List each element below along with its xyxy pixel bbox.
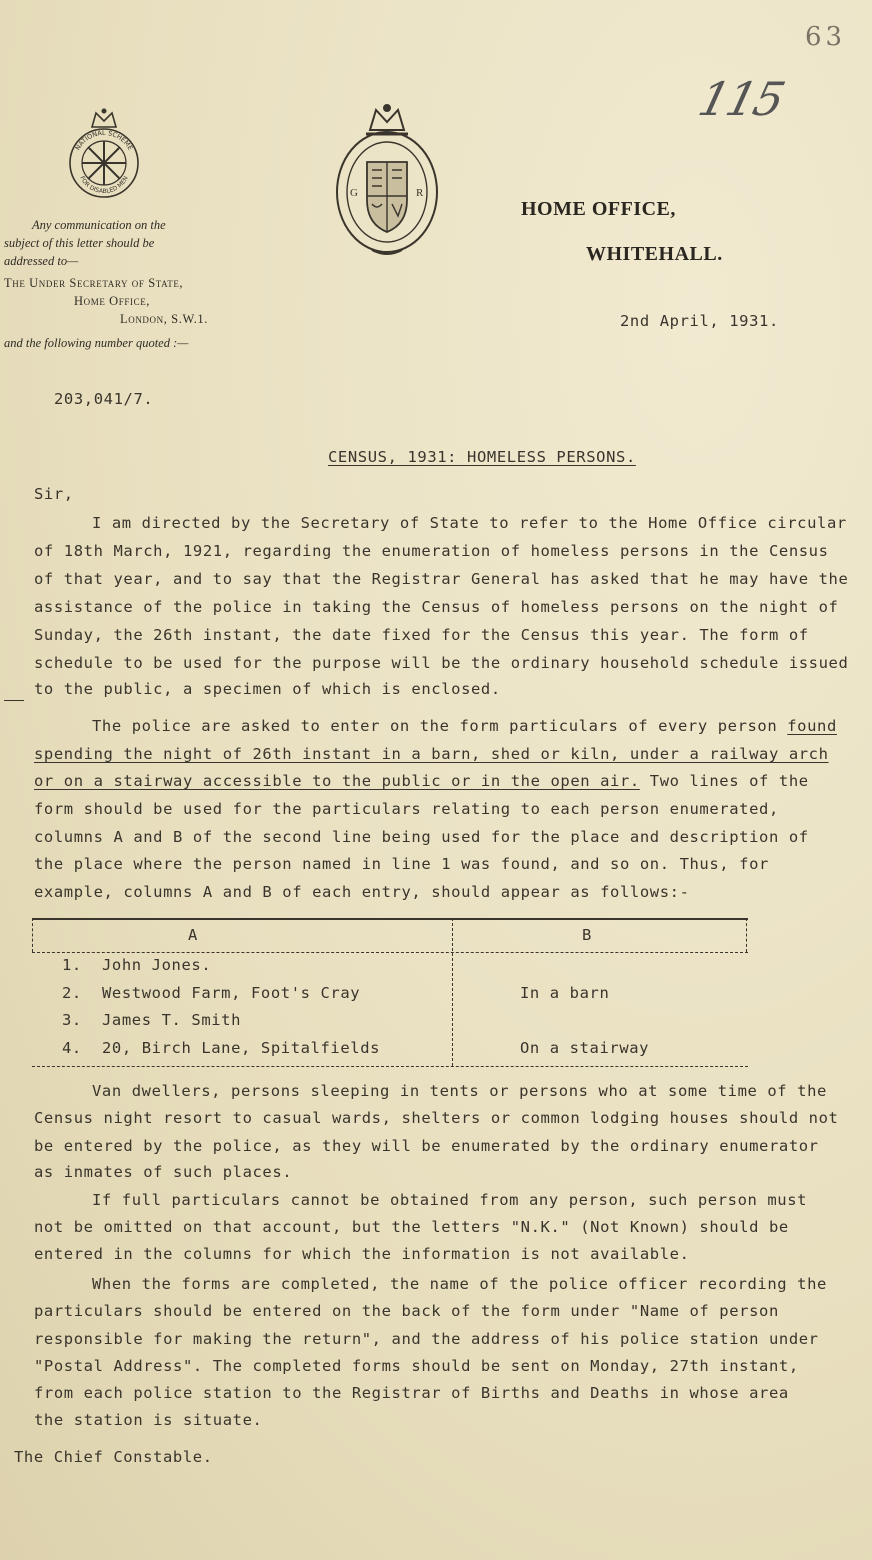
para2-line5: columns A and B of the second line being used for the place and description of <box>34 828 809 846</box>
royal-arms-emblem <box>332 100 442 264</box>
para5-line4: "Postal Address". The completed forms should be sent on Monday, 27th instant, <box>34 1357 799 1375</box>
table-row-num: 2. <box>62 984 82 1002</box>
table-top-rule <box>32 918 748 920</box>
para2-line1-underlined: found <box>787 717 837 735</box>
table-cell-a: 20, Birch Lane, Spitalfields <box>102 1039 381 1057</box>
para1-line7: to the public, a specimen of which is enclosed. <box>34 680 501 698</box>
address-note-line1: Any communication on the <box>32 218 166 232</box>
para3-line3: be entered by the police, as they will be enumerated by the ordinary enumerator <box>34 1137 819 1155</box>
para5-line6: the station is situate. <box>34 1411 263 1429</box>
table-header-rule <box>32 952 748 953</box>
para1-line2: of 18th March, 1921, regarding the enumeration of homeless persons in the Census <box>34 542 829 560</box>
margin-tick <box>4 700 24 701</box>
svg-text:G: G <box>350 187 358 199</box>
address-note-line7: and the following number quoted :— <box>4 336 189 350</box>
table-row-num: 4. <box>62 1039 82 1057</box>
folio-number: 63 <box>805 22 847 52</box>
para5-line5: from each police station to the Registrar of Births and Deaths in whose area <box>34 1384 789 1402</box>
example-table <box>32 918 748 1068</box>
address-note-line5: Home Office, <box>74 294 151 308</box>
national-scheme-badge-emblem <box>64 105 144 209</box>
table-left-border <box>32 918 33 952</box>
table-right-border <box>746 918 747 952</box>
para5-line2: particulars should be entered on the back of the form under "Name of person <box>34 1302 779 1320</box>
para5-line3: responsible for making the return", and the address of his police station under <box>34 1330 819 1348</box>
para2-line3-underlined: or on a stairway accessible to the public or in the open air. <box>34 772 640 790</box>
table-header-a: A <box>188 926 198 944</box>
para2-line6: the place where the person named in line 1 was found, and so on. Thus, for <box>34 855 769 873</box>
para3-line2: Census night resort to casual wards, shelters or common lodging houses should not <box>34 1109 839 1127</box>
para1-line4: assistance of the police in taking the Census of homeless persons on the night of <box>34 598 839 616</box>
table-cell-a: James T. Smith <box>102 1011 242 1029</box>
para5-line1: When the forms are completed, the name of the police officer recording the <box>92 1275 827 1293</box>
para3-line4: as inmates of such places. <box>34 1163 293 1181</box>
para2-line3-plain: Two lines of the <box>639 772 809 790</box>
table-divider <box>452 918 453 1066</box>
para2-line1 <box>92 717 837 735</box>
para1-line5: Sunday, the 26th instant, the date fixed for the Census this year. The form of <box>34 626 809 644</box>
table-header-b: B <box>582 926 592 944</box>
sender-title: HOME OFFICE, <box>521 198 676 220</box>
address-note-line4: The Under Secretary of State, <box>4 276 184 290</box>
table-cell-a: Westwood Farm, Foot's Cray <box>102 984 361 1002</box>
table-row-num: 3. <box>62 1011 82 1029</box>
para2-line4: form should be used for the particulars relating to each person enumerated, <box>34 800 779 818</box>
address-note-line2: subject of this letter should be <box>4 236 155 250</box>
reference-number: 203,041/7. <box>54 390 154 408</box>
badge-text-bottom: FOR DISABLED MEN <box>78 174 130 196</box>
table-row-num: 1. <box>62 956 82 974</box>
sender-location: WHITEHALL. <box>586 243 723 265</box>
addressee: The Chief Constable. <box>14 1448 213 1466</box>
para1-line6: schedule to be used for the purpose will be the ordinary household schedule issued <box>34 654 849 672</box>
para3-line1: Van dwellers, persons sleeping in tents or persons who at some time of the <box>92 1082 827 1100</box>
para2-line7: example, columns A and B of each entry, should appear as follows:- <box>34 883 690 901</box>
address-note-line6: London, S.W.1. <box>120 312 209 326</box>
para1-line3: of that year, and to say that the Registrar General has asked that he may have the <box>34 570 849 588</box>
table-bottom-rule <box>32 1066 748 1067</box>
para4-line2: not be omitted on that account, but the letters "N.K." (Not Known) should be <box>34 1218 789 1236</box>
para4-line3: entered in the columns for which the information is not available. <box>34 1245 690 1263</box>
table-cell-b: On a stairway <box>520 1039 650 1057</box>
table-cell-a: John Jones. <box>102 956 212 974</box>
letter-date: 2nd April, 1931. <box>620 312 779 330</box>
svg-text:R: R <box>416 187 424 199</box>
para4-line1: If full particulars cannot be obtained from any person, such person must <box>92 1191 808 1209</box>
subject-line: CENSUS, 1931: HOMELESS PERSONS. <box>328 448 636 466</box>
para2-line1-plain: The police are asked to enter on the form particulars of every person <box>92 717 788 735</box>
para1-line1: I am directed by the Secretary of State to refer to the Home Office circular <box>92 514 847 532</box>
salutation: Sir, <box>34 485 74 503</box>
table-cell-b: In a barn <box>520 984 610 1002</box>
handwritten-number: 115 <box>693 72 789 126</box>
para2-line3 <box>34 772 809 790</box>
address-note-line3: addressed to— <box>4 254 79 268</box>
badge-text-top: NATIONAL SCHEME <box>73 128 135 152</box>
para2-line2: spending the night of 26th instant in a barn, shed or kiln, under a railway arch <box>34 745 829 763</box>
